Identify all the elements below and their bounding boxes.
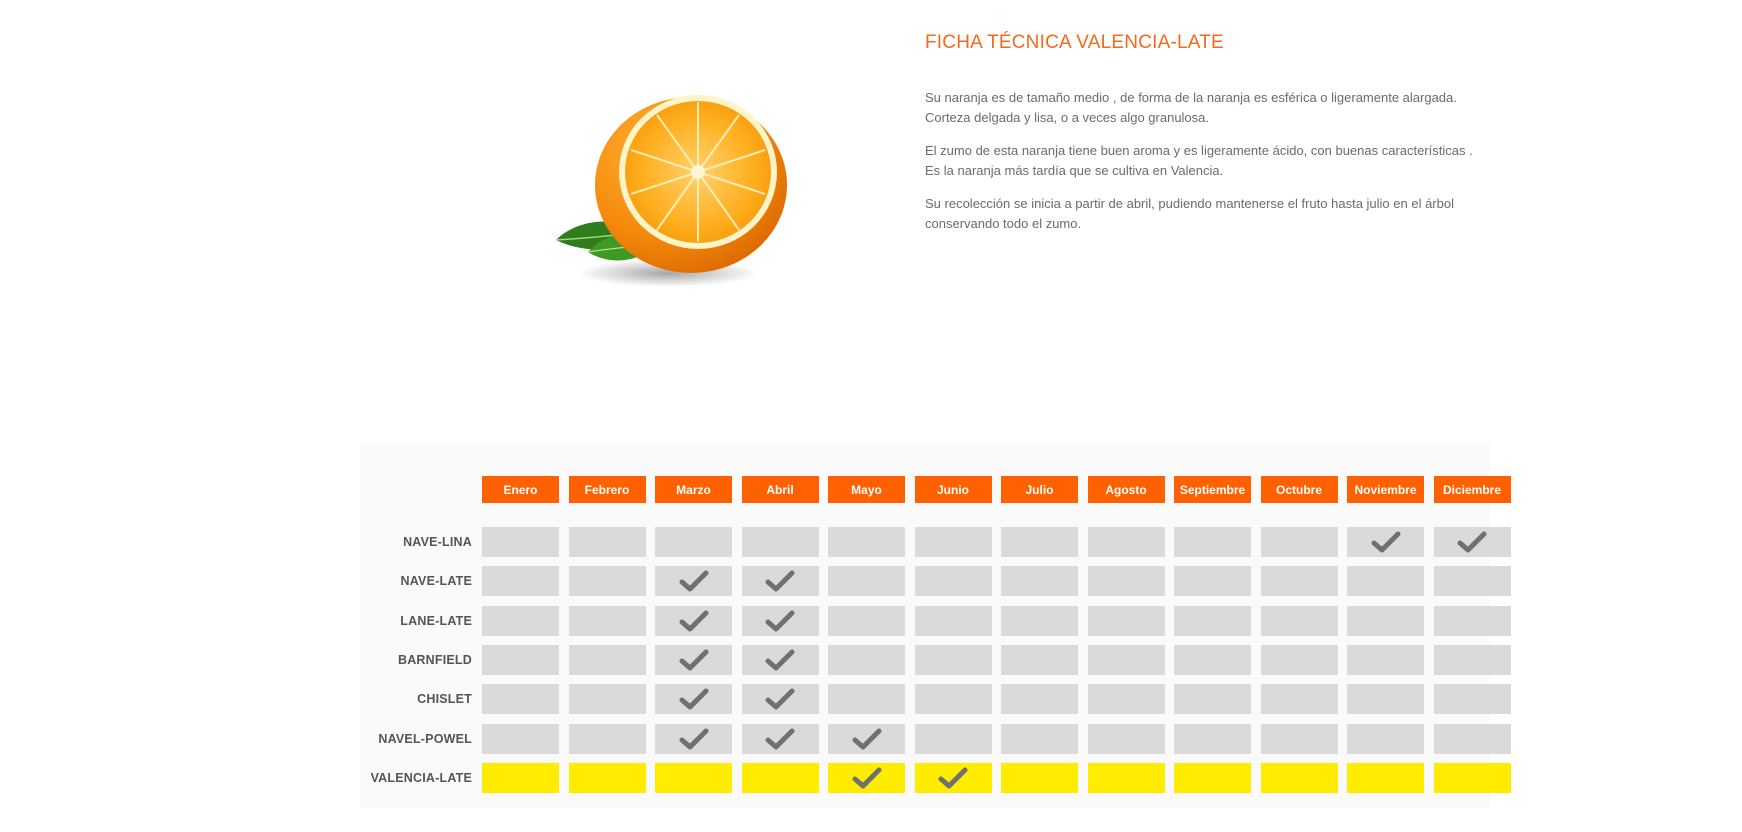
calendar-cell (1347, 566, 1424, 596)
calendar-cell (1001, 763, 1078, 793)
calendar-cell (1001, 724, 1078, 754)
calendar-cell (1088, 763, 1165, 793)
month-header: Abril (742, 476, 819, 503)
check-icon (765, 648, 795, 672)
calendar-cell (828, 763, 905, 793)
calendar-cell (1261, 724, 1338, 754)
check-icon (852, 727, 882, 751)
check-icon (679, 687, 709, 711)
calendar-cell (1434, 724, 1511, 754)
calendar-cell (915, 763, 992, 793)
calendar-cell (1347, 684, 1424, 714)
calendar-cell (1001, 645, 1078, 675)
calendar-cell (915, 527, 992, 557)
month-header: Enero (482, 476, 559, 503)
month-header: Noviembre (1347, 476, 1424, 503)
calendar-cell (1434, 645, 1511, 675)
calendar-cell (655, 566, 732, 596)
check-icon (679, 727, 709, 751)
variety-label: VALENCIA-LATE (370, 770, 472, 785)
page-title: FICHA TÉCNICA VALENCIA-LATE (925, 32, 1224, 53)
check-icon (1457, 530, 1487, 554)
variety-label: LANE-LATE (400, 613, 472, 628)
calendar-cell (828, 684, 905, 714)
calendar-cell (655, 606, 732, 636)
month-header: Septiembre (1174, 476, 1251, 503)
variety-label: NAVE-LINA (403, 535, 472, 549)
calendar-cell (1088, 684, 1165, 714)
calendar-cell (1261, 645, 1338, 675)
harvest-calendar (360, 443, 1502, 808)
check-icon (852, 766, 882, 790)
calendar-cell (1261, 606, 1338, 636)
calendar-cell (1088, 645, 1165, 675)
calendar-cell (1088, 566, 1165, 596)
calendar-cell (1001, 606, 1078, 636)
calendar-cell (569, 527, 646, 557)
calendar-cell (828, 645, 905, 675)
calendar-cell (655, 763, 732, 793)
calendar-cell (742, 763, 819, 793)
description (925, 88, 1485, 247)
calendar-cell (1174, 527, 1251, 557)
calendar-cell (1174, 724, 1251, 754)
check-icon (765, 569, 795, 593)
check-icon (765, 727, 795, 751)
variety-label: NAVEL-POWEL (378, 731, 472, 746)
month-header: Marzo (655, 476, 732, 503)
calendar-cell (1174, 684, 1251, 714)
calendar-cell (1088, 724, 1165, 754)
description-paragraph: El zumo de esta naranja tiene buen aroma y es ligeramente ácido, con buenas características . Es la naranja más tardía que se cultiva en Valencia. (925, 143, 1473, 178)
calendar-cell (1088, 527, 1165, 557)
calendar-cell (569, 684, 646, 714)
calendar-cell (742, 645, 819, 675)
check-icon (679, 609, 709, 633)
month-header: Junio (915, 476, 992, 503)
calendar-cell (482, 527, 559, 557)
calendar-cell (482, 724, 559, 754)
calendar-cell (482, 566, 559, 596)
calendar-cell (742, 724, 819, 754)
month-header: Agosto (1088, 476, 1165, 503)
description-paragraph: Su recolección se inicia a partir de abril, pudiendo mantenerse el fruto hasta julio en el árbol conservando todo el zumo. (925, 196, 1454, 231)
check-icon (938, 766, 968, 790)
calendar-cell (828, 606, 905, 636)
month-header: Diciembre (1434, 476, 1511, 503)
calendar-cell (1434, 566, 1511, 596)
calendar-cell (1434, 527, 1511, 557)
calendar-cell (915, 606, 992, 636)
variety-label: CHISLET (417, 692, 472, 707)
check-icon (1371, 530, 1401, 554)
calendar-cell (1001, 566, 1078, 596)
calendar-cell (828, 527, 905, 557)
month-header: Febrero (569, 476, 646, 503)
description-paragraph: Su naranja es de tamaño medio , de forma de la naranja es esférica o ligeramente alargada. Corteza delgada y lisa, o a veces algo granulosa. (925, 90, 1457, 125)
calendar-cell (1347, 763, 1424, 793)
calendar-cell (655, 684, 732, 714)
calendar-cell (655, 724, 732, 754)
calendar-cell (915, 724, 992, 754)
calendar-cell (828, 724, 905, 754)
calendar-cell (569, 606, 646, 636)
calendar-cell (1261, 527, 1338, 557)
calendar-cell (742, 684, 819, 714)
calendar-cell (742, 527, 819, 557)
calendar-cell (828, 566, 905, 596)
calendar-cell (1088, 606, 1165, 636)
calendar-cell (569, 566, 646, 596)
calendar-cell (742, 606, 819, 636)
calendar-cell (1347, 724, 1424, 754)
month-header: Mayo (828, 476, 905, 503)
variety-label: NAVE-LATE (400, 574, 472, 589)
month-header: Octubre (1261, 476, 1338, 503)
orange-image (548, 80, 808, 310)
calendar-cell (1434, 684, 1511, 714)
calendar-cell (1174, 763, 1251, 793)
calendar-cell (1347, 606, 1424, 636)
calendar-cell (482, 606, 559, 636)
calendar-cell (569, 763, 646, 793)
calendar-cell (1347, 527, 1424, 557)
calendar-cell (915, 645, 992, 675)
calendar-cell (1001, 527, 1078, 557)
calendar-cell (1001, 684, 1078, 714)
variety-label: BARNFIELD (397, 652, 472, 667)
calendar-cell (1347, 645, 1424, 675)
calendar-cell (1174, 566, 1251, 596)
check-icon (679, 569, 709, 593)
month-header: Julio (1001, 476, 1078, 503)
calendar-cell (482, 684, 559, 714)
calendar-cell (1434, 763, 1511, 793)
check-icon (679, 648, 709, 672)
check-icon (765, 609, 795, 633)
check-icon (765, 687, 795, 711)
calendar-cell (1261, 566, 1338, 596)
calendar-cell (1261, 763, 1338, 793)
calendar-cell (1261, 684, 1338, 714)
calendar-cell (655, 527, 732, 557)
calendar-cell (1434, 606, 1511, 636)
calendar-cell (482, 645, 559, 675)
calendar-cell (569, 645, 646, 675)
calendar-cell (1174, 645, 1251, 675)
calendar-cell (1174, 606, 1251, 636)
calendar-cell (569, 724, 646, 754)
calendar-cell (742, 566, 819, 596)
calendar-cell (915, 684, 992, 714)
calendar-cell (482, 763, 559, 793)
calendar-cell (655, 645, 732, 675)
calendar-cell (915, 566, 992, 596)
